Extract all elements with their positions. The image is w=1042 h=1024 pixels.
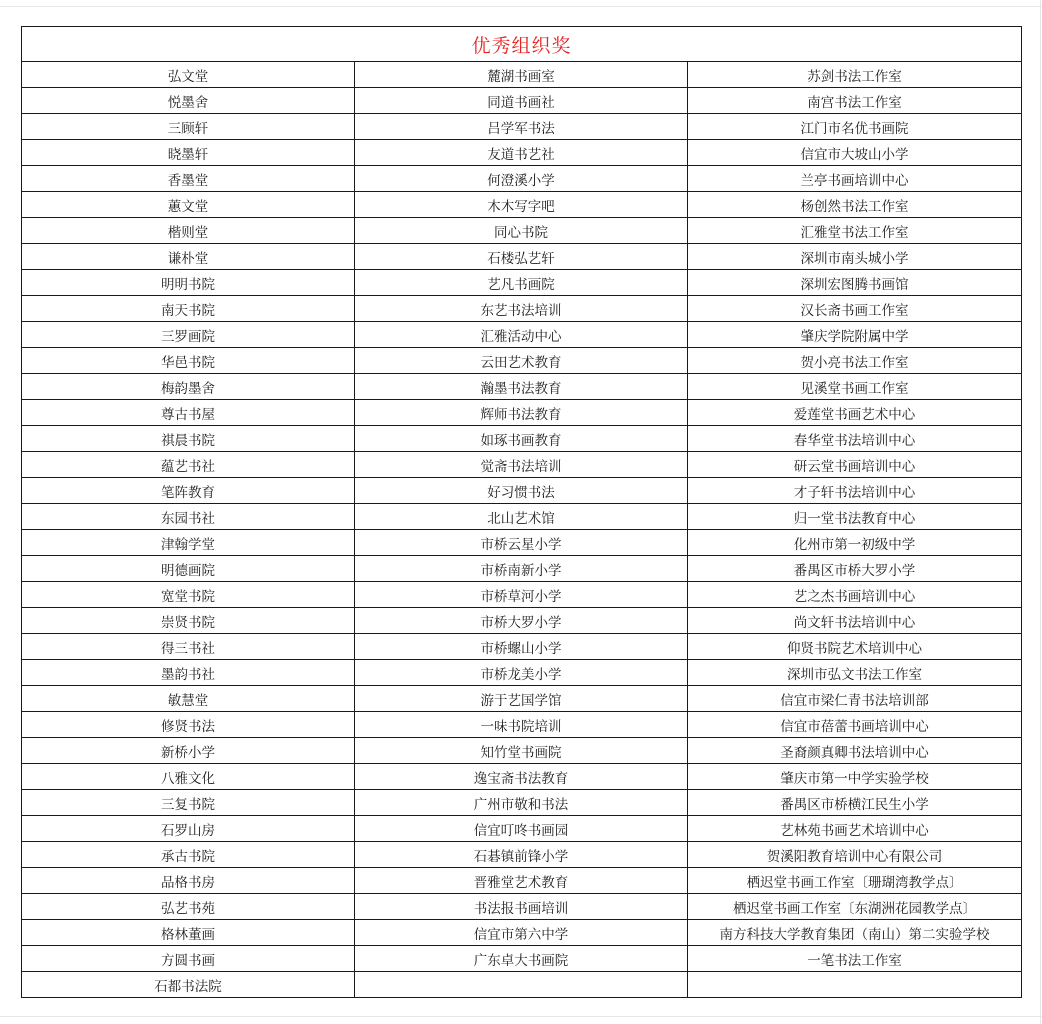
table-cell[interactable]: 蕙文堂 (22, 192, 355, 218)
table-row (22, 140, 1022, 166)
table-cell[interactable]: 石碁镇前锋小学 (355, 842, 688, 868)
table-row (22, 478, 1022, 504)
table-cell[interactable]: 津翰学堂 (22, 530, 355, 556)
table-row (22, 894, 1022, 920)
table-cell[interactable]: 墨韵书社 (22, 660, 355, 686)
table-cell[interactable]: 好习惯书法 (355, 478, 688, 504)
table-row (22, 816, 1022, 842)
table-row (22, 764, 1022, 790)
table-cell[interactable]: 云田艺术教育 (355, 348, 688, 374)
table-cell[interactable]: 南天书院 (22, 296, 355, 322)
table-row (22, 114, 1022, 140)
table-row (22, 218, 1022, 244)
table-cell[interactable]: 深圳宏图腾书画馆 (688, 270, 1022, 296)
table-cell[interactable] (688, 972, 1022, 998)
table-cell[interactable]: 肇庆学院附属中学 (688, 322, 1022, 348)
table-cell[interactable]: 一味书院培训 (355, 712, 688, 738)
table-row (22, 452, 1022, 478)
table-cell[interactable]: 游于艺国学馆 (355, 686, 688, 712)
table-cell[interactable]: 仰贤书院艺术培训中心 (688, 634, 1022, 660)
table-cell[interactable]: 吕学军书法 (355, 114, 688, 140)
table-cell[interactable]: 同道书画社 (355, 88, 688, 114)
table-row (22, 712, 1022, 738)
table-cell[interactable]: 栖迟堂书画工作室〔东湖洲花园教学点〕 (688, 894, 1022, 920)
award-table (21, 26, 1022, 998)
table-row (22, 62, 1022, 88)
table-cell[interactable]: 肇庆市第一中学实验学校 (688, 764, 1022, 790)
table-cell[interactable]: 崇贤书院 (22, 608, 355, 634)
table-cell[interactable]: 敏慧堂 (22, 686, 355, 712)
table-cell[interactable]: 修贤书法 (22, 712, 355, 738)
table-row (22, 738, 1022, 764)
table-cell[interactable]: 汇雅活动中心 (355, 322, 688, 348)
table-cell[interactable]: 木木写字吧 (355, 192, 688, 218)
table-cell[interactable]: 悦墨舍 (22, 88, 355, 114)
table-cell[interactable]: 市桥大罗小学 (355, 608, 688, 634)
table-row (22, 842, 1022, 868)
table-cell[interactable]: 南宫书法工作室 (688, 88, 1022, 114)
table-row (22, 166, 1022, 192)
table-row (22, 192, 1022, 218)
table-cell[interactable]: 石罗山房 (22, 816, 355, 842)
table-cell[interactable]: 尚文轩书法培训中心 (688, 608, 1022, 634)
table-cell[interactable]: 才子轩书法培训中心 (688, 478, 1022, 504)
table-cell[interactable]: 汇雅堂书法工作室 (688, 218, 1022, 244)
table-cell[interactable]: 石楼弘艺轩 (355, 244, 688, 270)
table-cell[interactable]: 研云堂书画培训中心 (688, 452, 1022, 478)
table-cell[interactable]: 信宜叮咚书画园 (355, 816, 688, 842)
table-cell[interactable]: 祺晨书院 (22, 426, 355, 452)
table-cell[interactable]: 三顾轩 (22, 114, 355, 140)
table-cell[interactable]: 贺溪阳教育培训中心有限公司 (688, 842, 1022, 868)
table-row (22, 946, 1022, 972)
table-cell[interactable]: 书法报书画培训 (355, 894, 688, 920)
table-cell[interactable]: 信宜市梁仁青书法培训部 (688, 686, 1022, 712)
table-cell[interactable]: 品格书房 (22, 868, 355, 894)
table-row (22, 296, 1022, 322)
table-cell[interactable]: 深圳市弘文书法工作室 (688, 660, 1022, 686)
table-cell[interactable]: 江门市名优书画院 (688, 114, 1022, 140)
table-cell[interactable]: 杨创然书法工作室 (688, 192, 1022, 218)
table-cell[interactable]: 尊古书屋 (22, 400, 355, 426)
table-cell[interactable]: 番禺区市桥大罗小学 (688, 556, 1022, 582)
table-row (22, 582, 1022, 608)
table-cell[interactable]: 谦朴堂 (22, 244, 355, 270)
table-cell[interactable]: 爱莲堂书画艺术中心 (688, 400, 1022, 426)
table-cell[interactable]: 楷则堂 (22, 218, 355, 244)
table-cell[interactable]: 广州市敬和书法 (355, 790, 688, 816)
table-cell[interactable]: 市桥螺山小学 (355, 634, 688, 660)
table-row (22, 634, 1022, 660)
table-row (22, 348, 1022, 374)
table-row (22, 504, 1022, 530)
table-cell[interactable]: 格林董画 (22, 920, 355, 946)
table-row (22, 270, 1022, 296)
table-cell[interactable]: 逸宝斋书法教育 (355, 764, 688, 790)
table-cell[interactable]: 栖迟堂书画工作室〔珊瑚湾教学点〕 (688, 868, 1022, 894)
table-cell[interactable]: 市桥云星小学 (355, 530, 688, 556)
table-row (22, 244, 1022, 270)
table-cell[interactable]: 一笔书法工作室 (688, 946, 1022, 972)
table-cell[interactable]: 信宜市第六中学 (355, 920, 688, 946)
table-cell[interactable]: 东园书社 (22, 504, 355, 530)
table-cell[interactable]: 信宜市大坡山小学 (688, 140, 1022, 166)
table-cell[interactable]: 弘艺书苑 (22, 894, 355, 920)
table-cell[interactable] (355, 972, 688, 998)
table-cell[interactable]: 三罗画院 (22, 322, 355, 348)
table-cell[interactable]: 信宜市蓓蕾书画培训中心 (688, 712, 1022, 738)
table-cell[interactable]: 贺小亮书法工作室 (688, 348, 1022, 374)
table-cell[interactable]: 蕴艺书社 (22, 452, 355, 478)
table-cell[interactable]: 东艺书法培训 (355, 296, 688, 322)
table-row (22, 426, 1022, 452)
table-cell[interactable]: 辉师书法教育 (355, 400, 688, 426)
table-cell[interactable]: 如琢书画教育 (355, 426, 688, 452)
table-row (22, 322, 1022, 348)
table-cell[interactable]: 圣裔颜真卿书法培训中心 (688, 738, 1022, 764)
table-row (22, 374, 1022, 400)
table-row (22, 608, 1022, 634)
table-cell[interactable]: 艺林苑书画艺术培训中心 (688, 816, 1022, 842)
table-cell[interactable]: 明明书院 (22, 270, 355, 296)
table-cell[interactable]: 晋雅堂艺术教育 (355, 868, 688, 894)
table-cell[interactable]: 三复书院 (22, 790, 355, 816)
award-table-body (22, 27, 1022, 998)
table-cell[interactable]: 汉长斋书画工作室 (688, 296, 1022, 322)
table-cell[interactable]: 化州市第一初级中学 (688, 530, 1022, 556)
page-top-divider (0, 6, 1042, 7)
table-cell[interactable]: 方圆书画 (22, 946, 355, 972)
table-cell[interactable]: 何澄溪小学 (355, 166, 688, 192)
table-cell[interactable]: 艺凡书画院 (355, 270, 688, 296)
table-row (22, 686, 1022, 712)
table-cell[interactable]: 笔阵教育 (22, 478, 355, 504)
table-cell[interactable]: 石都书法院 (22, 972, 355, 998)
table-cell[interactable]: 梅韵墨舍 (22, 374, 355, 400)
table-cell[interactable]: 兰亭书画培训中心 (688, 166, 1022, 192)
table-cell[interactable]: 弘文堂 (22, 62, 355, 88)
table-row (22, 920, 1022, 946)
table-row (22, 400, 1022, 426)
table-cell[interactable]: 瀚墨书法教育 (355, 374, 688, 400)
table-row (22, 868, 1022, 894)
table-cell[interactable]: 深圳市南头城小学 (688, 244, 1022, 270)
table-cell[interactable]: 新桥小学 (22, 738, 355, 764)
table-cell[interactable]: 市桥草河小学 (355, 582, 688, 608)
table-cell[interactable]: 市桥龙美小学 (355, 660, 688, 686)
table-cell[interactable]: 归一堂书法教育中心 (688, 504, 1022, 530)
table-row (22, 790, 1022, 816)
table-cell[interactable]: 得三书社 (22, 634, 355, 660)
table-cell[interactable]: 香墨堂 (22, 166, 355, 192)
table-cell[interactable]: 知竹堂书画院 (355, 738, 688, 764)
title-row (22, 27, 1022, 62)
table-cell[interactable]: 友道书艺社 (355, 140, 688, 166)
table-cell[interactable]: 承古书院 (22, 842, 355, 868)
table-cell[interactable]: 南方科技大学教育集团（南山）第二实验学校 (688, 920, 1022, 946)
table-row (22, 88, 1022, 114)
table-cell[interactable]: 艺之杰书画培训中心 (688, 582, 1022, 608)
table-row (22, 972, 1022, 998)
table-cell[interactable]: 同心书院 (355, 218, 688, 244)
page-right-divider (1040, 0, 1041, 1024)
table-cell[interactable]: 苏剑书法工作室 (688, 62, 1022, 88)
table-cell[interactable]: 晓墨轩 (22, 140, 355, 166)
page-bottom-divider (0, 1016, 1042, 1017)
table-cell[interactable]: 番禺区市桥横江民生小学 (688, 790, 1022, 816)
table-cell[interactable]: 见溪堂书画工作室 (688, 374, 1022, 400)
table-cell[interactable]: 春华堂书法培训中心 (688, 426, 1022, 452)
award-title: 优秀组织奖 (22, 27, 1022, 62)
table-cell[interactable]: 广东卓大书画院 (355, 946, 688, 972)
table-cell[interactable]: 华邑书院 (22, 348, 355, 374)
table-cell[interactable]: 八雅文化 (22, 764, 355, 790)
table-row (22, 556, 1022, 582)
table-row (22, 660, 1022, 686)
table-cell[interactable]: 北山艺术馆 (355, 504, 688, 530)
table-row (22, 530, 1022, 556)
table-cell[interactable]: 麓湖书画室 (355, 62, 688, 88)
table-cell[interactable]: 明德画院 (22, 556, 355, 582)
table-cell[interactable]: 宽堂书院 (22, 582, 355, 608)
table-cell[interactable]: 市桥南新小学 (355, 556, 688, 582)
table-cell[interactable]: 觉斋书法培训 (355, 452, 688, 478)
